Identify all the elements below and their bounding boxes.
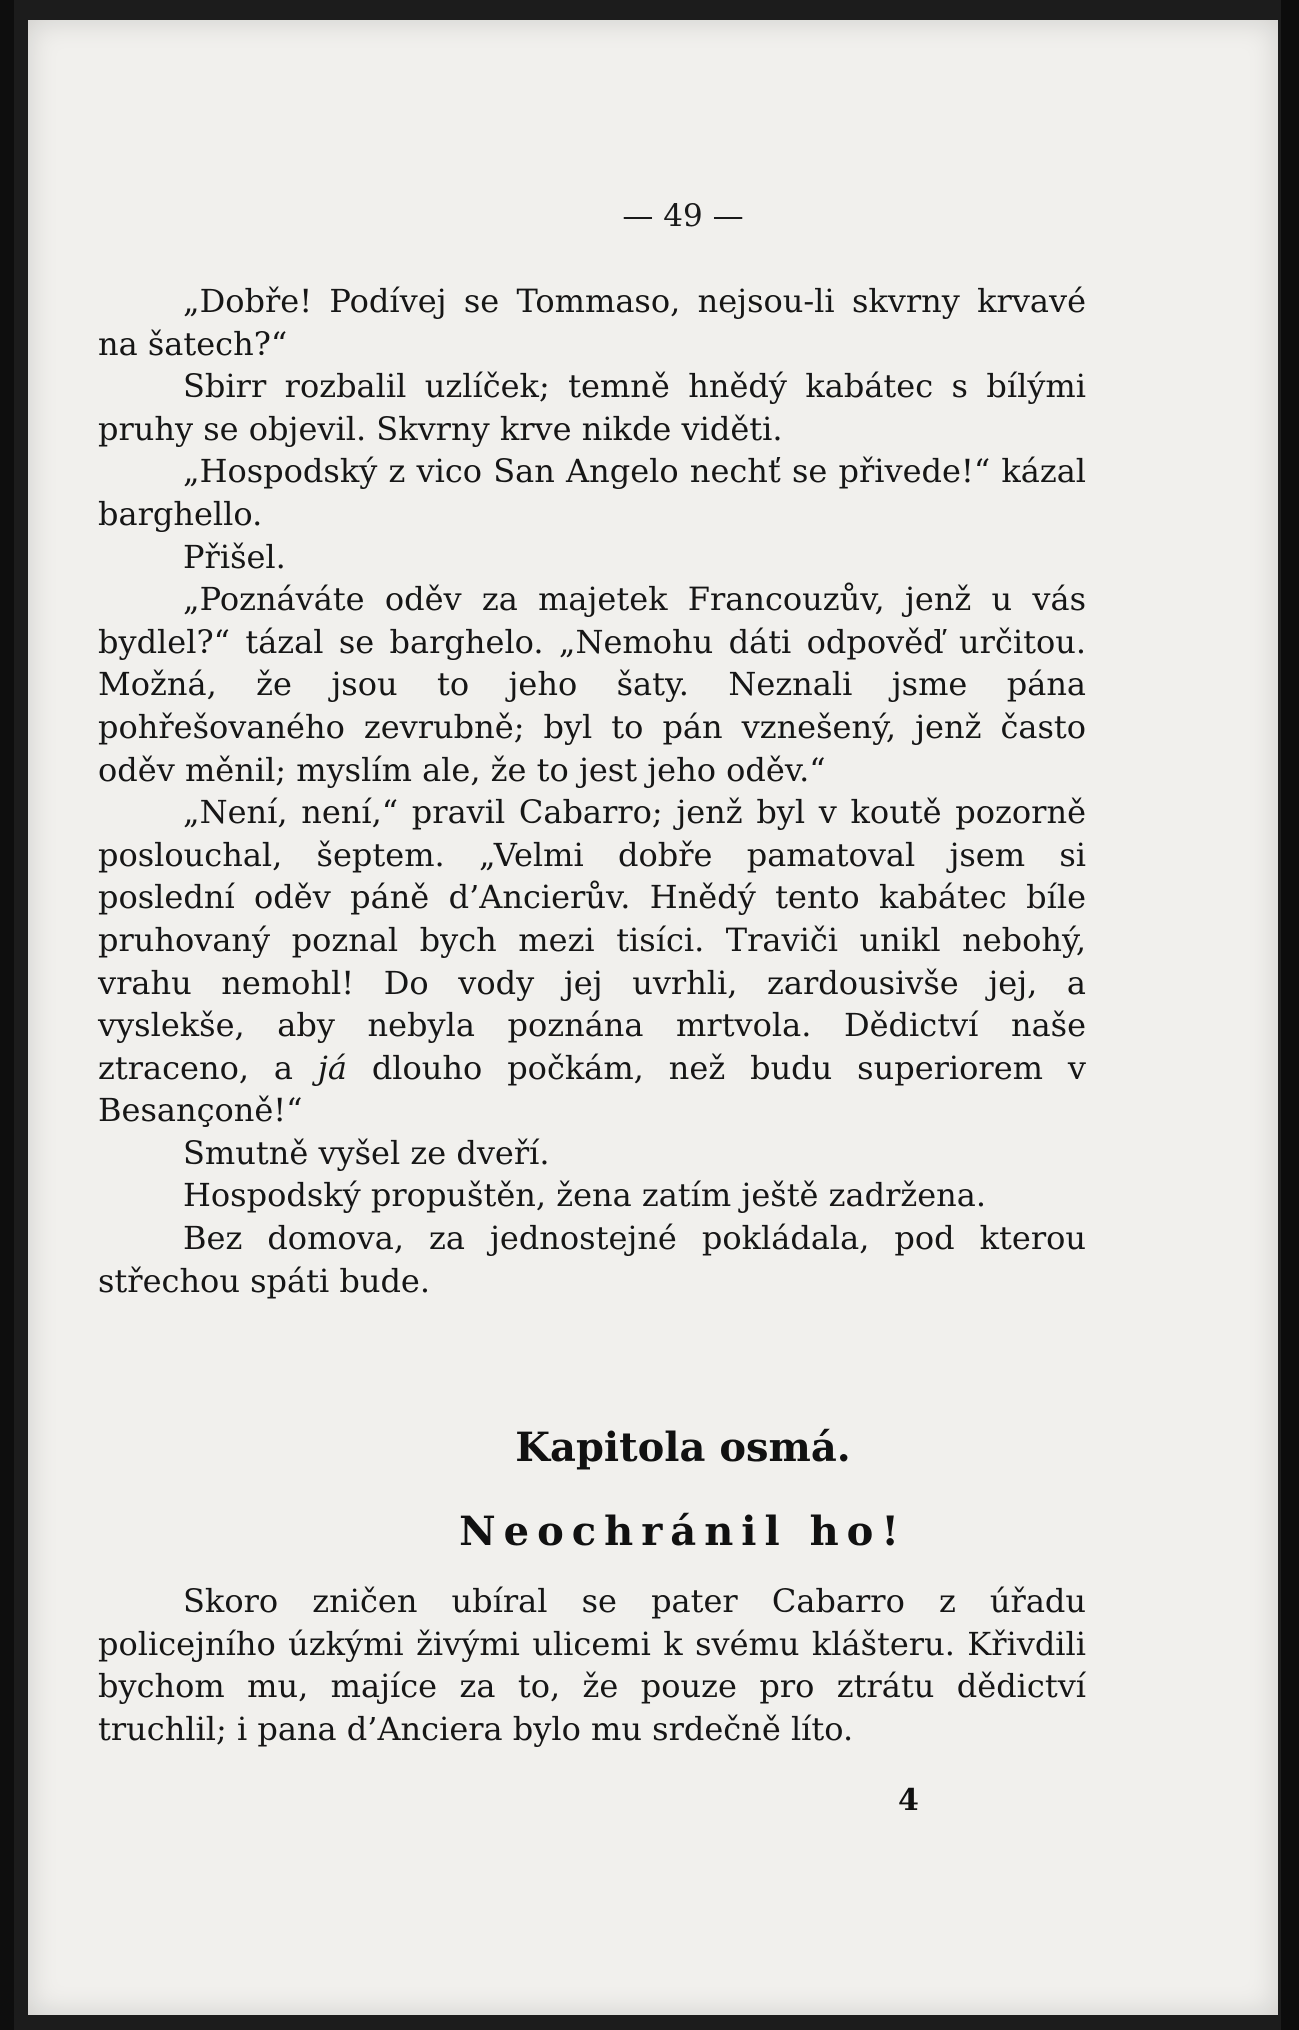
text-block-top bbox=[98, 280, 1086, 1302]
paragraph: Přišel. bbox=[183, 537, 286, 576]
paragraph: Hospodský propuštěn, žena zatím ještě zadržena. bbox=[183, 1176, 987, 1215]
emphasis: já bbox=[317, 1048, 347, 1087]
page-number: — 49 — bbox=[622, 198, 744, 234]
paragraph: „Dobře! Podívej se Tommaso, nejsou-li skvrny krvavé na šatech?“ bbox=[98, 282, 1086, 363]
text-block-bottom bbox=[98, 1580, 1086, 1750]
paragraph: „Poznáváte oděv za majetek Francouzův, jenž u vás bydlel?“ tázal se barghelo. „Nemohu dáti odpověď určitou. Možná, že jsou to jeho šaty. Neznali jsme pána pohřešovaného zevrubně; byl to pán vznešený, jenž často oděv měnil; myslím ale, že to jest jeho oděv.“ bbox=[98, 580, 1086, 789]
scan-edge-right bbox=[1281, 0, 1299, 2030]
paragraph: „Hospodský z vico San Angelo nechť se přivede!“ kázal barghello. bbox=[98, 452, 1086, 533]
paragraph-text: dlouho počkám, než budu superiorem v Besançoně!“ bbox=[98, 1048, 1087, 1130]
paragraph: Skoro zničen ubíral se pater Cabarro z úřadu policejního úzkými živými ulicemi k svému klášteru. Křivdili bychom mu, majíce za to, že pouze pro ztrátu dědictví truchlil; i pana d’Anciera bylo mu srdečně líto. bbox=[98, 1582, 1086, 1748]
chapter-subtitle: Neochránil ho! bbox=[459, 1508, 907, 1555]
scan-edge-left bbox=[0, 0, 14, 2030]
paragraph: Sbirr rozbalil uzlíček; temně hnědý kabátec s bílými pruhy se objevil. Skvrny krve nikde viděti. bbox=[98, 367, 1086, 448]
paragraph-text: „Není, není,“ pravil Cabarro; jenž byl v koutě pozorně poslouchal, šeptem. „Velmi dobře pamatoval jsem si poslední oděv páně d’Ancierův. Hnědý tento kabátec bíle pruhovaný poznal bych mezi tisíci. Traviči unikl nebohý, vrahu nemohl! Do vody jej uvrhli, zardousivše jej, a vyslekše, aby nebyla poznána mrtvola. Dědictví naše ztraceno, a bbox=[98, 793, 1086, 1087]
signature-mark: 4 bbox=[898, 1783, 919, 1818]
chapter-title: Kapitola osmá. bbox=[515, 1424, 851, 1471]
paragraph: Smutně vyšel ze dveří. bbox=[183, 1133, 550, 1172]
paragraph: Bez domova, za jednostejné pokládala, pod kterou střechou spáti bude. bbox=[98, 1219, 1086, 1300]
paragraph bbox=[98, 791, 1086, 1132]
book-page bbox=[28, 20, 1278, 2015]
